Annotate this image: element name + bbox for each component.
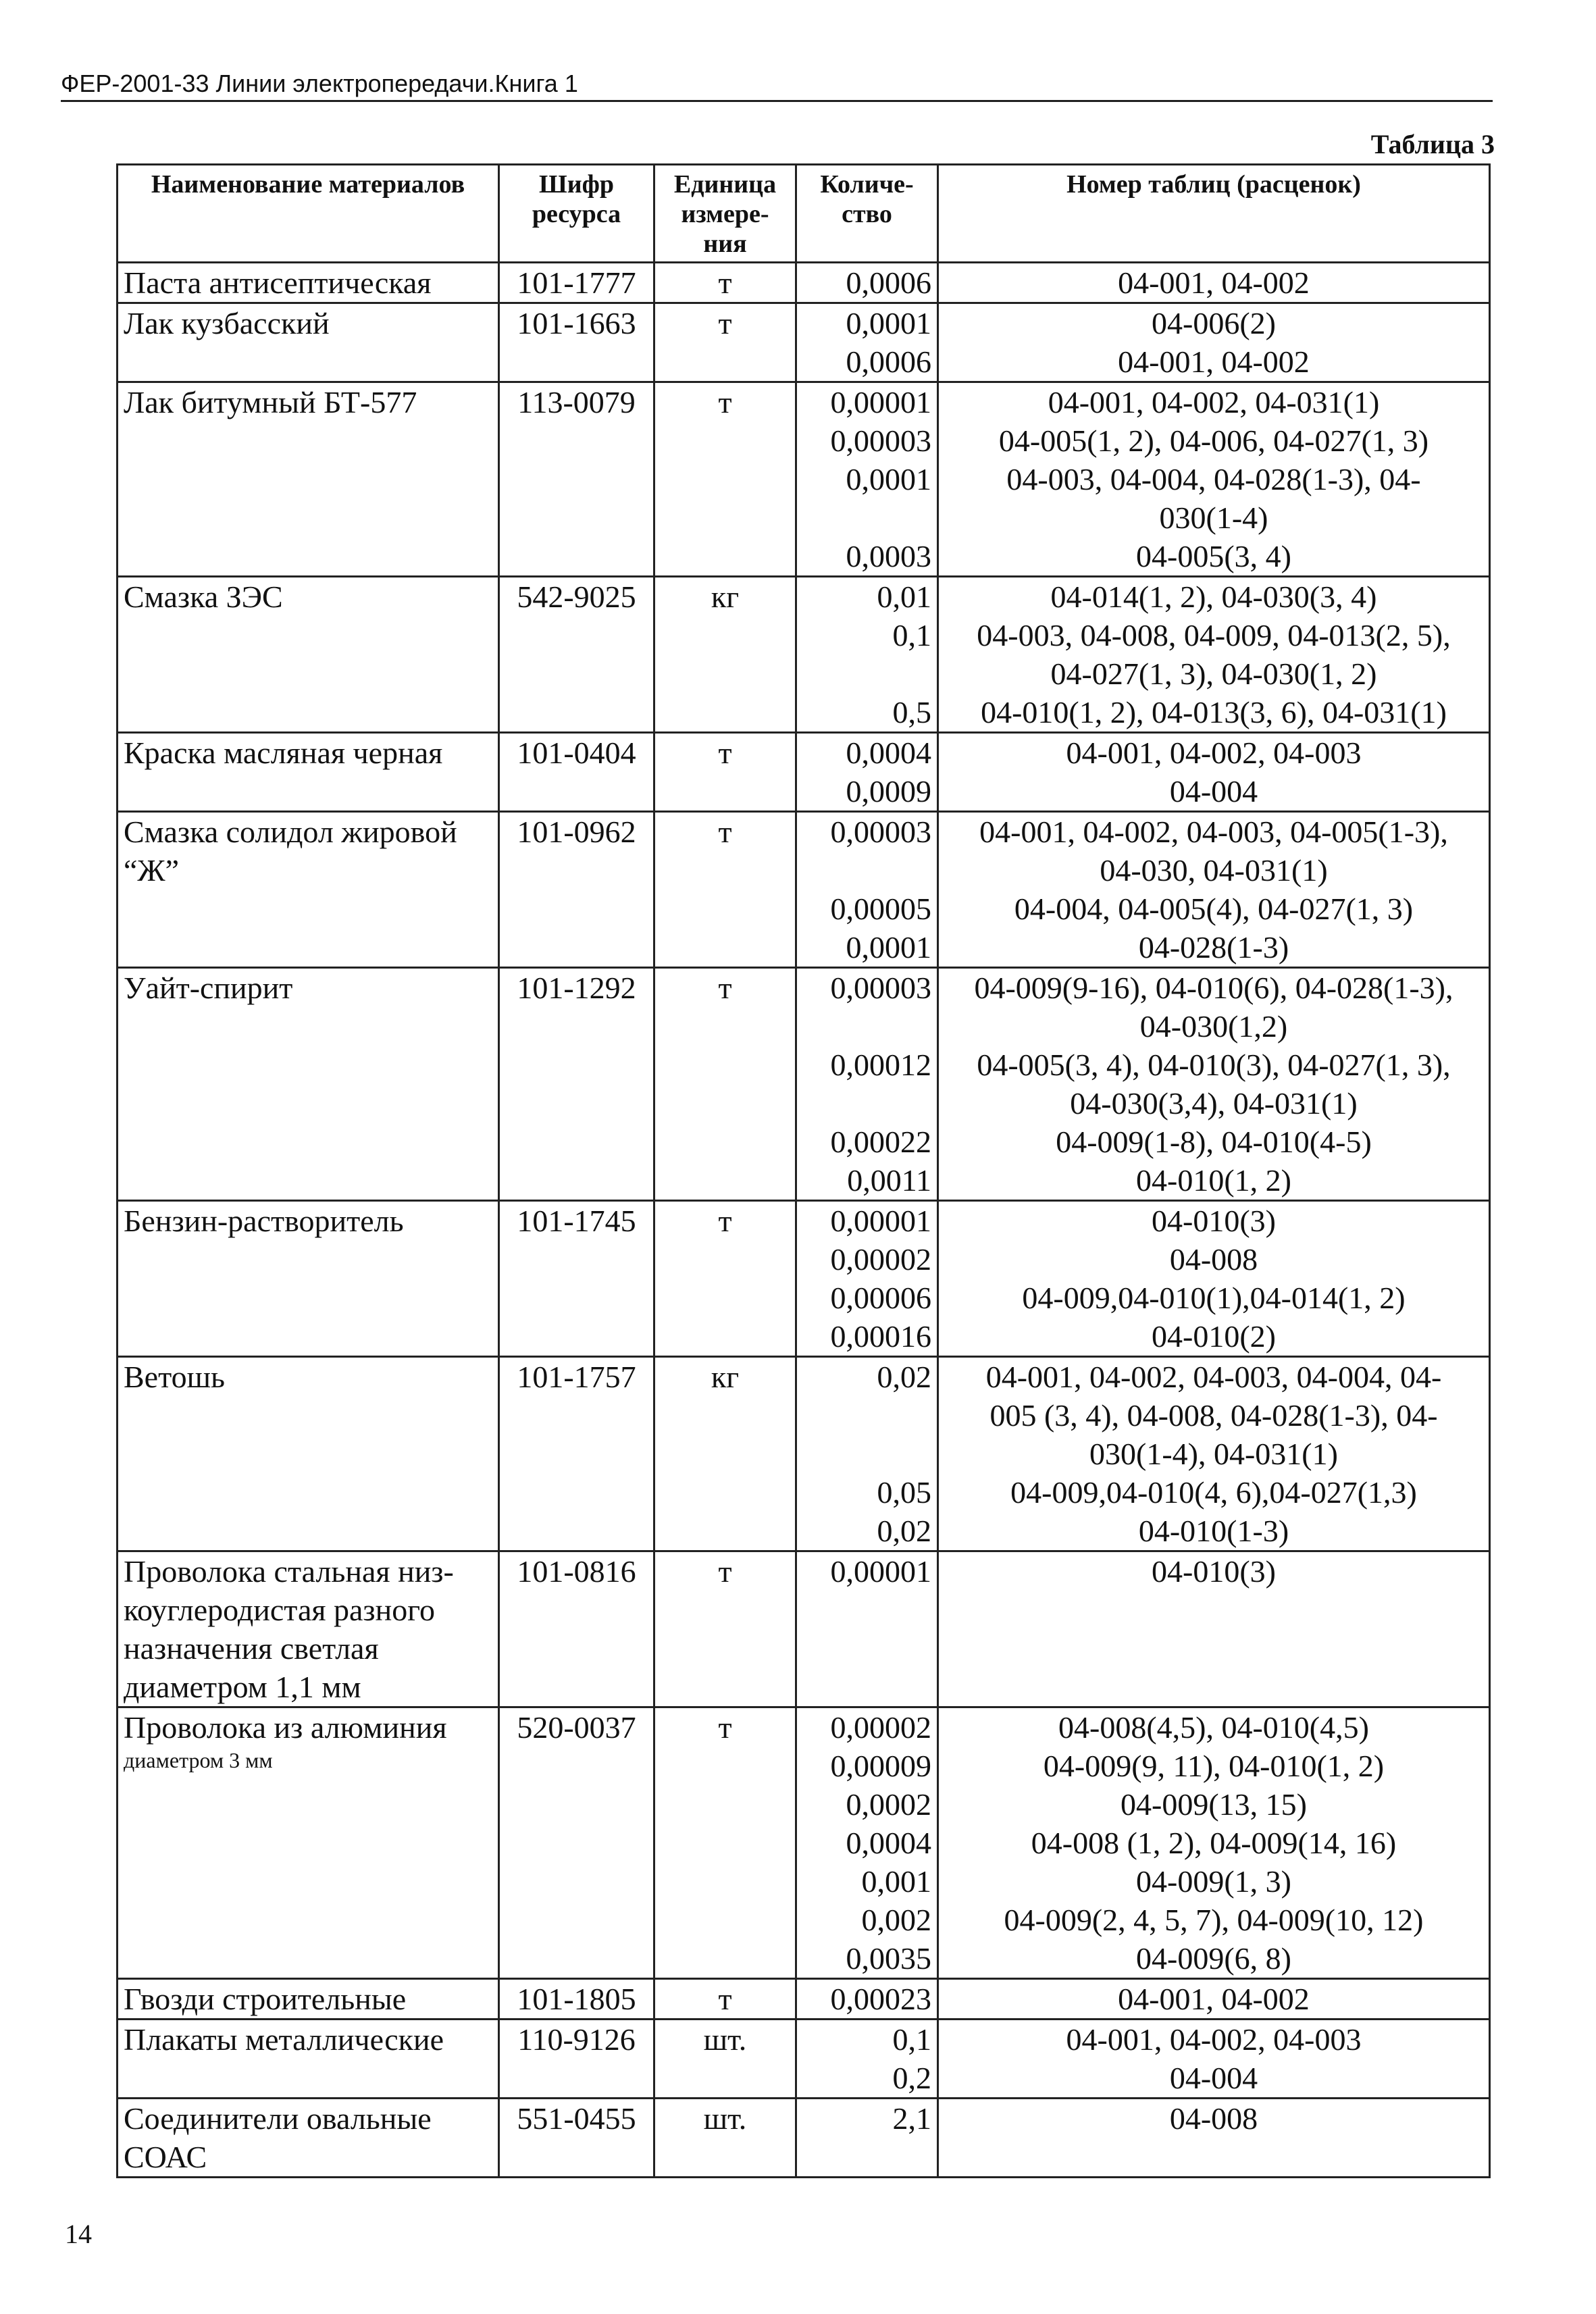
material-name-cell xyxy=(118,1551,499,1707)
table-row xyxy=(118,577,1490,733)
table-numbers-cell xyxy=(938,1357,1490,1551)
column-header-tables: Номер таблиц (расценок) xyxy=(938,165,1490,263)
table-row xyxy=(118,1979,1490,2020)
quantity-cell xyxy=(796,1979,938,2020)
table-numbers-cell xyxy=(938,812,1490,968)
cell-line: 04-004 xyxy=(1169,774,1258,808)
cell-line: Уайт-спирит xyxy=(124,971,293,1005)
table-numbers-cell xyxy=(938,303,1490,382)
cell-line: 04-004 xyxy=(1169,2061,1258,2095)
cell-line: 0,0035 xyxy=(846,1941,931,1976)
running-header: ФЕР-2001-33 Линии электропередачи.Книга 1 xyxy=(61,70,1493,102)
unit-cell xyxy=(654,2020,796,2099)
unit-cell xyxy=(654,1707,796,1979)
cell-line: 101-1805 xyxy=(517,1982,636,2016)
cell-line: 0,00006 xyxy=(830,1281,931,1315)
cell-line: 04-010(1, 2) xyxy=(1136,1163,1291,1198)
quantity-cell xyxy=(796,812,938,968)
cell-line: 101-1745 xyxy=(517,1204,636,1238)
cell-line: т xyxy=(718,306,732,340)
material-name-cell xyxy=(118,382,499,577)
cell-line: 04-001, 04-002 xyxy=(1118,344,1310,379)
table-row xyxy=(118,2020,1490,2099)
column-header-unit: Единица измере- ния xyxy=(654,165,796,263)
table-row xyxy=(118,1201,1490,1357)
cell-line: 0,00022 xyxy=(830,1125,931,1159)
table-row xyxy=(118,263,1490,303)
table-numbers-cell xyxy=(938,263,1490,303)
cell-line xyxy=(802,851,931,890)
table-row xyxy=(118,2099,1490,2178)
cell-line: 0,0001 xyxy=(846,306,931,340)
quantity-cell xyxy=(796,2020,938,2099)
cell-line: 0,0011 xyxy=(847,1163,931,1198)
material-name-cell xyxy=(118,1707,499,1979)
quantity-cell xyxy=(796,577,938,733)
cell-line: 101-1663 xyxy=(517,306,636,340)
table-numbers-cell xyxy=(938,382,1490,577)
material-name-cell xyxy=(118,303,499,382)
cell-line: 113-0079 xyxy=(517,385,636,419)
material-name-cell xyxy=(118,1201,499,1357)
resource-code-cell xyxy=(499,382,654,577)
cell-line: коуглеродистая разного xyxy=(124,1593,435,1627)
table-row xyxy=(118,733,1490,812)
cell-line: 0,00016 xyxy=(830,1319,931,1354)
cell-line xyxy=(802,1084,931,1123)
quantity-cell xyxy=(796,1357,938,1551)
cell-line: 04-009(1, 3) xyxy=(1136,1864,1291,1899)
cell-line: СОАС xyxy=(124,2140,207,2174)
cell-line: т xyxy=(718,385,732,419)
cell-line: 04-009(13, 15) xyxy=(1121,1787,1307,1822)
cell-line: кг xyxy=(711,580,740,614)
cell-line: 04-030, 04-031(1) xyxy=(1100,853,1328,888)
cell-line: 04-010(3) xyxy=(1152,1554,1276,1589)
cell-line: 0,002 xyxy=(861,1903,931,1937)
table-numbers-cell xyxy=(938,968,1490,1201)
cell-line: 04-001, 04-002, 04-003 xyxy=(1066,736,1362,770)
cell-line: 04-010(1-3) xyxy=(1138,1514,1289,1548)
cell-line: 0,0009 xyxy=(846,774,931,808)
cell-line: диаметром 1,1 мм xyxy=(124,1670,361,1704)
cell-line: 04-008(4,5), 04-010(4,5) xyxy=(1058,1710,1369,1745)
cell-line: 04-009(6, 8) xyxy=(1136,1941,1291,1976)
material-name-cell xyxy=(118,2099,499,2178)
cell-line: 04-005(3, 4) xyxy=(1136,539,1291,573)
table-numbers-cell xyxy=(938,577,1490,733)
cell-line: Проволока из алюминия xyxy=(124,1710,447,1745)
unit-cell xyxy=(654,303,796,382)
table-numbers-cell xyxy=(938,1551,1490,1707)
cell-line: 04-009(1-8), 04-010(4-5) xyxy=(1056,1125,1372,1159)
quantity-cell xyxy=(796,1551,938,1707)
unit-cell xyxy=(654,1201,796,1357)
material-name-cell xyxy=(118,2020,499,2099)
cell-line: шт. xyxy=(703,2022,747,2057)
material-name-cell xyxy=(118,968,499,1201)
cell-line: 04-028(1-3) xyxy=(1138,930,1289,965)
cell-line: 04-004, 04-005(4), 04-027(1, 3) xyxy=(1014,892,1414,926)
cell-line: 04-030(3,4), 04-031(1) xyxy=(1070,1086,1358,1121)
cell-line: кг xyxy=(711,1360,740,1394)
cell-line: 0,0004 xyxy=(846,736,931,770)
cell-line: 04-009,04-010(1),04-014(1, 2) xyxy=(1022,1281,1406,1315)
unit-cell xyxy=(654,1551,796,1707)
cell-line: 04-009,04-010(4, 6),04-027(1,3) xyxy=(1010,1475,1417,1510)
table-numbers-cell xyxy=(938,2099,1490,2178)
cell-line xyxy=(802,1007,931,1046)
cell-line: 0,00009 xyxy=(830,1749,931,1783)
cell-line: Лак кузбасский xyxy=(124,306,330,340)
cell-line: т xyxy=(718,1982,732,2016)
cell-line: 030(1-4), 04-031(1) xyxy=(1089,1437,1338,1471)
cell-line: 0,00003 xyxy=(830,815,931,849)
cell-line: 0,0001 xyxy=(846,930,931,965)
cell-line: 04-010(2) xyxy=(1152,1319,1276,1354)
resource-code-cell xyxy=(499,2020,654,2099)
cell-line: 04-008 xyxy=(1169,2101,1258,2136)
column-header-quantity: Количе- ство xyxy=(796,165,938,263)
resource-code-cell xyxy=(499,1357,654,1551)
cell-line: 04-001, 04-002, 04-003 xyxy=(1066,2022,1362,2057)
table-numbers-cell xyxy=(938,1201,1490,1357)
cell-line: назначения светлая xyxy=(124,1631,379,1666)
table-row xyxy=(118,968,1490,1201)
cell-line: 0,1 xyxy=(892,618,931,652)
cell-line: 0,00003 xyxy=(830,423,931,458)
cell-line: Бензин-растворитель xyxy=(124,1204,404,1238)
cell-line: 0,5 xyxy=(892,695,931,729)
cell-line: 0,001 xyxy=(861,1864,931,1899)
cell-line: 04-030(1,2) xyxy=(1139,1009,1288,1044)
resource-code-cell xyxy=(499,2099,654,2178)
table-row xyxy=(118,1357,1490,1551)
cell-line: 551-0455 xyxy=(517,2101,636,2136)
cell-line: шт. xyxy=(703,2101,747,2136)
cell-line: Лак битумный БТ-577 xyxy=(124,385,417,419)
cell-line: 04-009(2, 4, 5, 7), 04-009(10, 12) xyxy=(1004,1903,1424,1937)
cell-line: 005 (3, 4), 04-008, 04-028(1-3), 04- xyxy=(989,1398,1438,1433)
material-name-cell xyxy=(118,577,499,733)
cell-line: 04-009(9, 11), 04-010(1, 2) xyxy=(1043,1749,1385,1783)
quantity-cell xyxy=(796,2099,938,2178)
unit-cell xyxy=(654,382,796,577)
cell-line: т xyxy=(718,971,732,1005)
cell-line: 04-005(1, 2), 04-006, 04-027(1, 3) xyxy=(998,423,1429,458)
table-numbers-cell xyxy=(938,733,1490,812)
unit-cell xyxy=(654,733,796,812)
cell-line: 101-0962 xyxy=(517,815,636,849)
cell-line: 0,0003 xyxy=(846,539,931,573)
table-body xyxy=(118,263,1490,2178)
cell-line xyxy=(802,498,931,537)
material-name-cell xyxy=(118,1357,499,1551)
cell-line: 101-1292 xyxy=(517,971,636,1005)
cell-line: 04-009(9-16), 04-010(6), 04-028(1-3), xyxy=(974,971,1453,1005)
cell-line: 0,02 xyxy=(877,1360,931,1394)
table-row xyxy=(118,1707,1490,1979)
cell-line: 04-001, 04-002, 04-031(1) xyxy=(1048,385,1380,419)
cell-line: 04-014(1, 2), 04-030(3, 4) xyxy=(1050,580,1377,614)
cell-line: 0,0002 xyxy=(846,1787,931,1822)
resource-code-cell xyxy=(499,263,654,303)
unit-cell xyxy=(654,1979,796,2020)
cell-line: 04-003, 04-004, 04-028(1-3), 04- xyxy=(1006,462,1421,496)
cell-line: т xyxy=(718,1554,732,1589)
cell-line: 542-9025 xyxy=(517,580,636,614)
cell-line: Гвозди строительные xyxy=(124,1982,407,2016)
table-numbers-cell xyxy=(938,1707,1490,1979)
unit-cell xyxy=(654,577,796,733)
unit-cell xyxy=(654,812,796,968)
quantity-cell xyxy=(796,968,938,1201)
table-row xyxy=(118,303,1490,382)
resource-code-cell xyxy=(499,1551,654,1707)
cell-line: диаметром 3 мм xyxy=(124,1748,273,1772)
cell-line: 04-010(3) xyxy=(1152,1204,1276,1238)
cell-line: 04-005(3, 4), 04-010(3), 04-027(1, 3), xyxy=(977,1048,1451,1082)
cell-line: 101-0816 xyxy=(517,1554,636,1589)
quantity-cell xyxy=(796,733,938,812)
unit-cell xyxy=(654,1357,796,1551)
quantity-cell xyxy=(796,1201,938,1357)
cell-line: т xyxy=(718,815,732,849)
table-numbers-cell xyxy=(938,2020,1490,2099)
cell-line: 0,05 xyxy=(877,1475,931,1510)
cell-line: 0,0006 xyxy=(846,344,931,379)
cell-line: 04-001, 04-002 xyxy=(1118,1982,1310,2016)
cell-line: 520-0037 xyxy=(517,1710,636,1745)
cell-line: 0,0006 xyxy=(846,265,931,300)
cell-line: 2,1 xyxy=(892,2101,931,2136)
unit-cell xyxy=(654,968,796,1201)
cell-line: Краска масляная черная xyxy=(124,736,443,770)
resource-code-cell xyxy=(499,812,654,968)
cell-line: 0,00002 xyxy=(830,1710,931,1745)
table-header-row xyxy=(118,165,1490,263)
cell-line: 04-008 xyxy=(1169,1242,1258,1277)
resource-code-cell xyxy=(499,733,654,812)
unit-cell xyxy=(654,263,796,303)
material-name-cell xyxy=(118,733,499,812)
table-label: Таблица 3 xyxy=(1370,129,1495,159)
cell-line: 030(1-4) xyxy=(1159,500,1268,535)
cell-line xyxy=(802,1396,931,1435)
cell-line: 0,01 xyxy=(877,580,931,614)
page-number: 14 xyxy=(65,2219,92,2249)
cell-line: Соединители овальные xyxy=(124,2101,432,2136)
table-numbers-cell xyxy=(938,1979,1490,2020)
resource-code-cell xyxy=(499,303,654,382)
table-row xyxy=(118,382,1490,577)
cell-line: 04-001, 04-002, 04-003, 04-004, 04- xyxy=(985,1360,1442,1394)
cell-line xyxy=(802,654,931,693)
cell-line: 04-027(1, 3), 04-030(1, 2) xyxy=(1050,657,1377,691)
table-row xyxy=(118,812,1490,968)
cell-line xyxy=(802,1435,931,1473)
resource-code-cell xyxy=(499,577,654,733)
cell-line: 0,00002 xyxy=(830,1242,931,1277)
cell-line: 0,0004 xyxy=(846,1826,931,1860)
materials-table xyxy=(116,163,1491,2178)
cell-line: 04-006(2) xyxy=(1152,306,1276,340)
resource-code-cell xyxy=(499,1201,654,1357)
cell-line: 0,00005 xyxy=(830,892,931,926)
cell-line: 101-0404 xyxy=(517,736,636,770)
cell-line: Плакаты металлические xyxy=(124,2022,444,2057)
cell-line: 0,00003 xyxy=(830,971,931,1005)
cell-line: 0,02 xyxy=(877,1514,931,1548)
cell-line: 0,2 xyxy=(892,2061,931,2095)
quantity-cell xyxy=(796,263,938,303)
unit-cell xyxy=(654,2099,796,2178)
cell-line: 101-1777 xyxy=(517,265,636,300)
cell-line: Смазка ЗЭС xyxy=(124,580,283,614)
cell-line: 0,00012 xyxy=(830,1048,931,1082)
cell-line: т xyxy=(718,265,732,300)
cell-line: т xyxy=(718,736,732,770)
quantity-cell xyxy=(796,303,938,382)
material-name-cell xyxy=(118,263,499,303)
cell-line: 04-010(1, 2), 04-013(3, 6), 04-031(1) xyxy=(981,695,1447,729)
cell-line: 0,00001 xyxy=(830,1554,931,1589)
cell-line: 0,0001 xyxy=(846,462,931,496)
cell-line: 0,1 xyxy=(892,2022,931,2057)
cell-line: 04-008 (1, 2), 04-009(14, 16) xyxy=(1031,1826,1397,1860)
material-name-cell xyxy=(118,1979,499,2020)
material-name-cell xyxy=(118,812,499,968)
quantity-cell xyxy=(796,1707,938,1979)
cell-line: Проволока стальная низ- xyxy=(124,1554,454,1589)
cell-line: т xyxy=(718,1710,732,1745)
resource-code-cell xyxy=(499,1707,654,1979)
quantity-cell xyxy=(796,382,938,577)
cell-line: 0,00001 xyxy=(830,385,931,419)
cell-line: Паста антисептическая xyxy=(124,265,432,300)
column-header-material: Наименование материалов xyxy=(118,165,499,263)
cell-line: 0,00023 xyxy=(830,1982,931,2016)
cell-line: 04-001, 04-002, 04-003, 04-005(1-3), xyxy=(979,815,1448,849)
resource-code-cell xyxy=(499,1979,654,2020)
cell-line: 110-9126 xyxy=(517,2022,636,2057)
cell-line: 101-1757 xyxy=(517,1360,636,1394)
cell-line: Ветошь xyxy=(124,1360,225,1394)
cell-line: Смазка солидол жировой xyxy=(124,815,457,849)
cell-line: “Ж” xyxy=(124,853,180,888)
cell-line: т xyxy=(718,1204,732,1238)
table-row xyxy=(118,1551,1490,1707)
resource-code-cell xyxy=(499,968,654,1201)
cell-line: 04-003, 04-008, 04-009, 04-013(2, 5), xyxy=(977,618,1451,652)
column-header-code: Шифр ресурса xyxy=(499,165,654,263)
cell-line: 04-001, 04-002 xyxy=(1118,265,1310,300)
cell-line: 0,00001 xyxy=(830,1204,931,1238)
